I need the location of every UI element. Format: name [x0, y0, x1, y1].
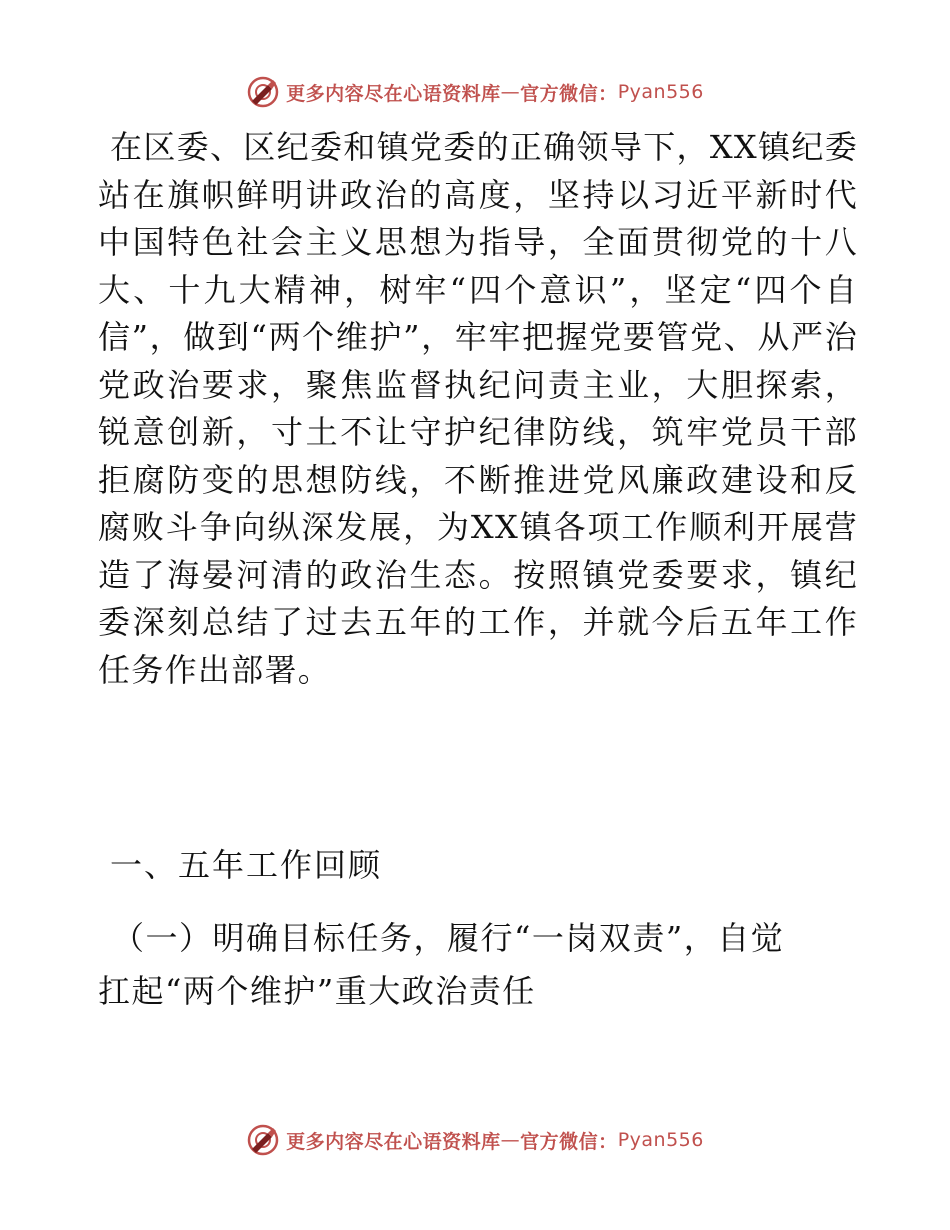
watermark-separator: —: [500, 81, 521, 103]
watermark-text: 更多内容尽在心语资料库: [286, 1130, 501, 1153]
watermark-logo-icon: [246, 1123, 280, 1157]
watermark-handle: Pyan556: [617, 1129, 704, 1151]
watermark-footer: [0, 1120, 950, 1160]
watermark-separator: —: [500, 1129, 521, 1151]
watermark-logo-icon: [246, 75, 280, 109]
watermark-wechat-label: 官方微信：: [520, 82, 618, 105]
document-body: [98, 124, 858, 694]
watermark-handle: Pyan556: [617, 81, 704, 103]
main-paragraph: 在区委、区纪委和镇党委的正确领导下，XX镇纪委站在旗帜鲜明讲政治的高度，坚持以习近平新时代中国特色社会主义思想为指导，全面贯彻党的十八大、十九大精神，树牢“四个意识”，坚定“四个自信”，做到“两个维护”，牢牢把握党要管党、从严治党政治要求，聚焦监督执纪问责主业，大胆探索，锐意创新，寸土不让守护纪律防线，筑牢党员干部拒腐防变的思想防线，不断推进党风廉政建设和反腐败斗争向纵深发展，为XX镇各项工作顺利开展营造了海晏河清的政治生态。按照镇党委要求，镇纪委深刻总结了过去五年的工作，并就今后五年工作任务作出部署。: [98, 128, 858, 689]
subheading-line-1: （一）明确目标任务，履行“一岗双责”，自觉: [112, 919, 785, 957]
watermark-header: [0, 72, 950, 112]
subsection-heading: [98, 912, 858, 1018]
section-heading: 一、五年工作回顾: [110, 846, 383, 884]
subheading-line-2: 扛起“两个维护”重大政治责任: [98, 972, 536, 1010]
watermark-wechat-label: 官方微信：: [520, 1130, 618, 1153]
watermark-text: 更多内容尽在心语资料库: [286, 82, 501, 105]
